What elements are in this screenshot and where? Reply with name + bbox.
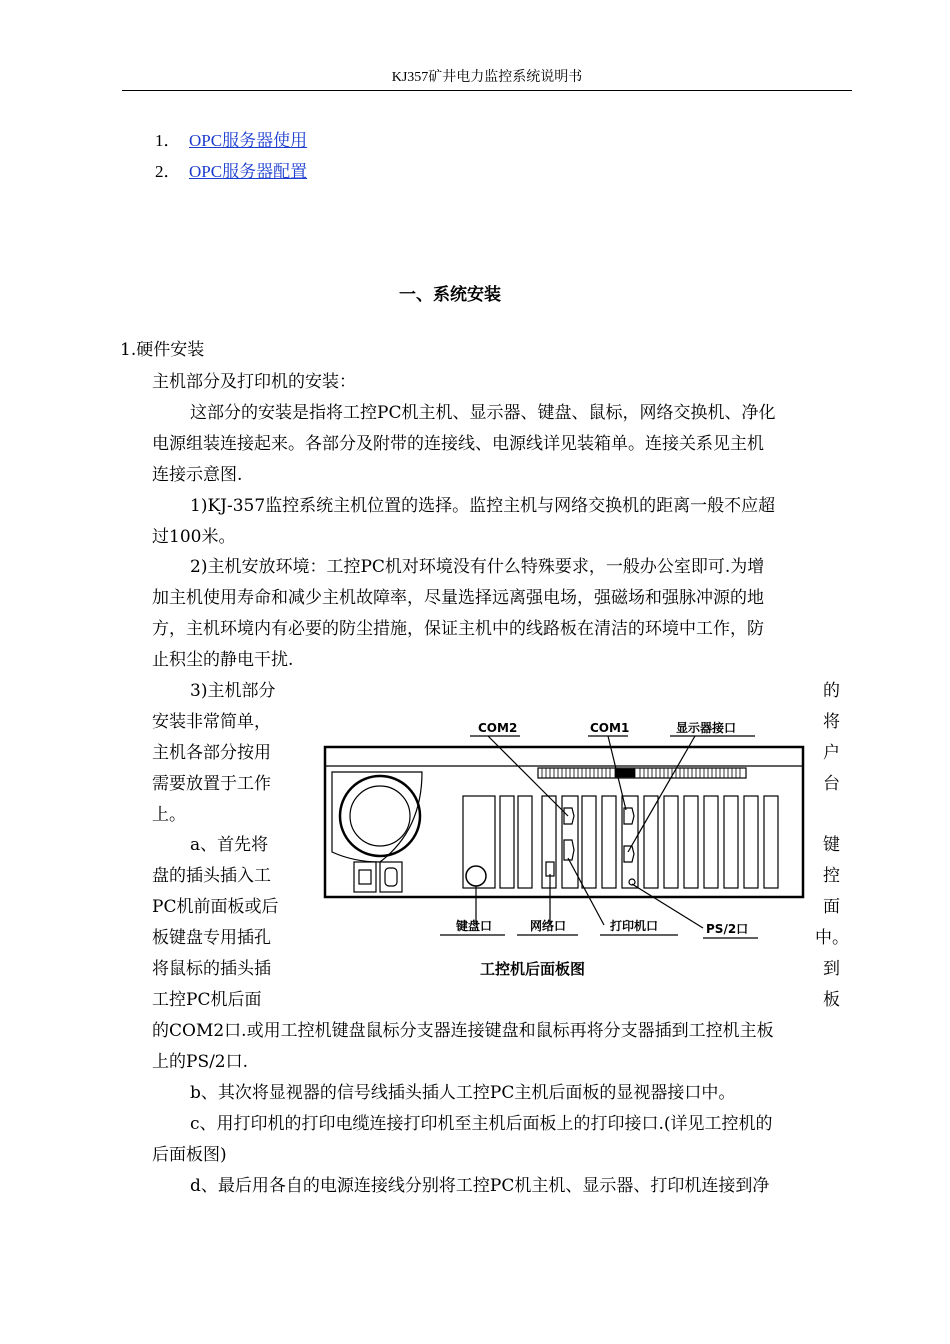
paragraph-line: 1)KJ-357监控系统主机位置的选择。监控主机与网络交换机的距离一般不应超 <box>190 496 776 516</box>
rear-panel-figure <box>310 712 830 984</box>
paragraph-line: 加主机使用寿命和减少主机故障率，尽量选择远离强电场，强磁场和强脉冲源的地 <box>152 588 764 608</box>
wrap-line-right: 控 <box>823 866 840 886</box>
power-socket-1-inner <box>359 870 371 884</box>
fan-bracket <box>332 772 422 862</box>
network-port <box>546 862 554 876</box>
power-socket-2-inner <box>385 868 397 886</box>
wrap-line-right: 面 <box>823 897 840 917</box>
wrap-line-right: 将 <box>823 712 840 732</box>
display-connector <box>624 846 634 862</box>
paragraph-line: 上的PS/2口. <box>152 1052 249 1072</box>
wrap-line-left: 3)主机部分 <box>190 681 276 701</box>
power-socket-2 <box>380 862 402 892</box>
fan-inner <box>350 786 410 846</box>
wrap-line-right: 键 <box>823 835 840 855</box>
section-title: 一、系统安装 <box>399 285 501 305</box>
fan-ring <box>340 776 420 856</box>
paragraph-line: 2)主机安放环境：工控PC机对环境没有什么特殊要求，一般办公室即可.为增 <box>190 557 765 577</box>
toc-number: 1． <box>155 131 181 150</box>
paragraph-line: 止积尘的静电干扰. <box>152 650 294 670</box>
paragraph-line: b、其次将显视器的信号线插头插人工控PC主机后面板的显视器接口中。 <box>190 1083 736 1103</box>
label-com2: COM2 <box>478 721 518 735</box>
wrap-line-left: 安装非常简单， <box>152 712 271 732</box>
com2-connector <box>564 808 574 824</box>
label-com1: COM1 <box>590 721 630 735</box>
paragraph-line: c、用打印机的打印电缆连接打印机至主机后面板上的打印接口.(详见工控机的 <box>190 1114 773 1134</box>
leader-printer <box>568 858 604 925</box>
wrap-line-right: 中。 <box>815 928 849 948</box>
paragraph-line: d、最后用各自的电源连接线分别将工控PC机主机、显示器、打印机连接到净 <box>190 1176 770 1196</box>
wrap-line-left: a、首先将 <box>190 835 269 855</box>
wrap-line-left: 工控PC机后面 <box>152 990 262 1010</box>
paragraph-line: 过100米。 <box>152 527 236 547</box>
com1-connector <box>624 808 634 824</box>
running-header: KJ357矿井电力监控系统说明书 <box>391 70 583 85</box>
paragraph-line: 主机部分及打印机的安装： <box>152 372 356 392</box>
subsection-heading: 1.硬件安装 <box>120 340 205 360</box>
toc-link-opc-config[interactable]: OPC服务器配置 <box>189 162 308 181</box>
toc-number: 2． <box>155 162 181 181</box>
printer-connector <box>564 840 574 860</box>
leader-display <box>628 736 695 852</box>
wrap-line-left: 盘的插头插入工 <box>152 866 271 886</box>
wrap-line-left: 上。 <box>152 805 186 825</box>
wrap-line-right: 到 <box>823 959 840 979</box>
paragraph-line: 的COM2口.或用工控机键盘鼠标分支器连接键盘和鼠标再将分支器插到工控机主板 <box>152 1021 774 1041</box>
keyboard-port <box>466 866 486 886</box>
toc-link-opc-usage[interactable]: OPC服务器使用 <box>189 131 308 150</box>
toc-item[interactable] <box>155 126 307 151</box>
wrap-line-right: 的 <box>823 681 840 701</box>
label-keyboard: 键盘口 <box>456 919 493 933</box>
wrap-line-left: PC机前面板或后 <box>152 897 279 917</box>
paragraph-line: 电源组装连接起来。各部分及附带的连接线、电源线详见装箱单。连接关系见主机 <box>152 434 764 454</box>
wrap-line-left: 需要放置于工作 <box>152 774 271 794</box>
label-ps2: PS/2口 <box>706 922 749 936</box>
paragraph-line: 这部分的安装是指将工控PC机主机、显示器、键盘、鼠标，网络交换机、净化 <box>190 403 776 423</box>
label-printer: 打印机口 <box>610 919 659 933</box>
paragraph-line: 连接示意图. <box>152 465 243 485</box>
toc-item[interactable] <box>155 157 307 182</box>
wrap-line-right: 户 <box>823 743 840 763</box>
wrap-line-right: 板 <box>823 990 840 1010</box>
power-socket-1 <box>354 862 376 892</box>
paragraph-line: 方，主机环境内有必要的防尘措施，保证主机中的线路板在清洁的环境中工作，防 <box>152 619 764 639</box>
header-rule <box>122 90 852 91</box>
io-block <box>463 796 495 888</box>
label-display: 显示器接口 <box>676 721 737 735</box>
vent-hatch <box>542 768 740 778</box>
paragraph-line: 后面板图) <box>152 1145 227 1165</box>
wrap-line-left: 将鼠标的插头插 <box>152 959 271 979</box>
expansion-slots <box>500 796 778 888</box>
wrap-line-left: 板键盘专用插孔 <box>152 928 271 948</box>
wrap-line-right: 台 <box>823 774 840 794</box>
wrap-line-left: 主机各部分按用 <box>152 743 271 763</box>
vent-strip <box>538 768 746 778</box>
label-network: 网络口 <box>530 919 567 933</box>
figure-caption: 工控机后面板图 <box>480 960 586 978</box>
